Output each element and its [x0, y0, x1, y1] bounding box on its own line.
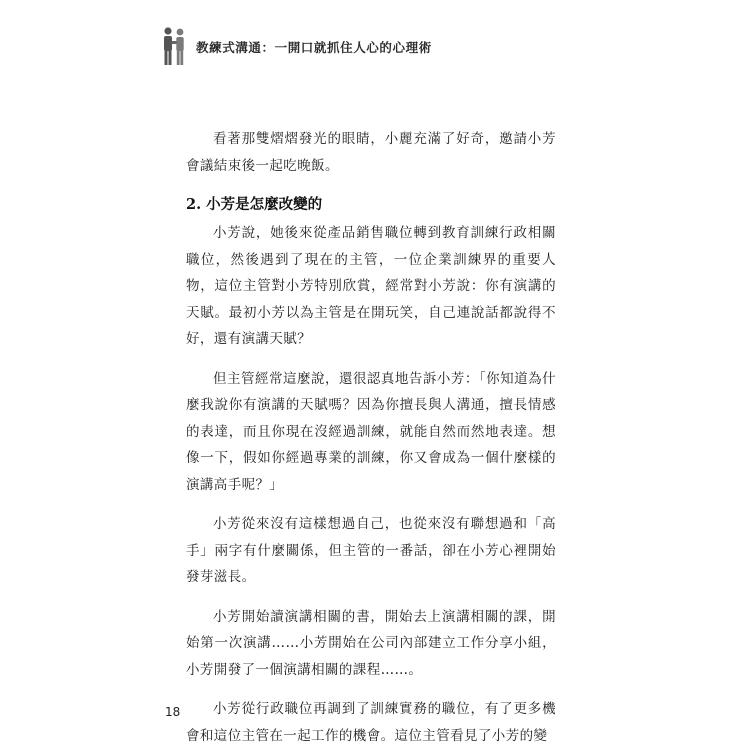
paragraph-4: 小芳從來沒有這樣想過自己，也從來沒有聯想過和「高手」兩字有什麼關係，但主管的一番話，卻在小芳心裡開始發芽滋長。: [186, 516, 556, 585]
two-people-silhouette-icon: [160, 26, 188, 66]
page-body: [186, 126, 556, 750]
paragraph-1: 看著那雙熠熠發光的眼睛，小麗充滿了好奇，邀請小芳會議結束後一起吃晚飯。: [186, 131, 556, 174]
paragraph-3: 但主管經常這麼說，還很認真地告訴小芳：「你知道為什麼我說你有演講的天賦嗎？因為你擅長與人溝通，擅長情感的表達，而且你現在沒經過訓練，就能自然而然地表達。想像一下，假如你經過專業的訓練，你又會成為一個什麼樣的演講高手呢？」: [186, 370, 556, 493]
section-heading: 2. 小芳是怎麼改變的: [186, 196, 323, 213]
running-header: [160, 26, 432, 66]
page-number: 18: [165, 705, 181, 719]
paragraph-5: 小芳開始讀演講相關的書，開始去上演講相關的課，開始第一次演講……小芳開始在公司內部建立工作分享小組，小芳開發了一個演講相關的課程……。: [186, 608, 556, 678]
paragraph-2: 小芳說，她後來從產品銷售職位轉到教育訓練行政相關職位，然後遇到了現在的主管，一位企業訓練界的重要人物，這位主管對小芳特別欣賞，經常對小芳說：你有演講的天賦。最初小芳以為主管是在開玩笑，自己連說話都說得不好，還有演講天賦？: [186, 225, 556, 347]
book-title: 教練式溝通：一開口就抓住人心的心理術: [196, 40, 432, 55]
paragraph-6: 小芳從行政職位再調到了訓練實務的職位，有了更多機會和這位主管在一起工作的機會。這位主管看見了小芳的變: [186, 701, 556, 744]
